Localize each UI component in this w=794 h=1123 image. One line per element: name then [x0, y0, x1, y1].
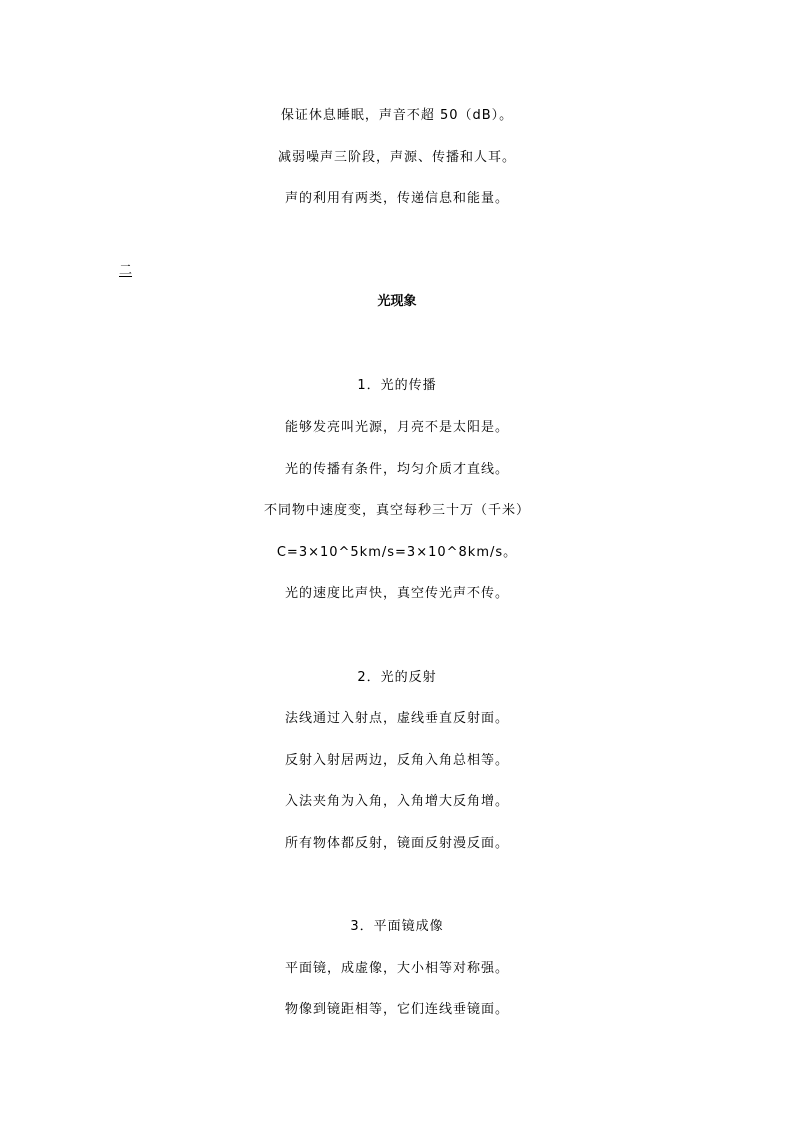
text-line: 法线通过入射点，虚线垂直反射面。 [284, 711, 509, 726]
text-line: 声的利用有两类，传递信息和能量。 [284, 191, 509, 206]
text-line: 减弱噪声三阶段，声源、传播和人耳。 [277, 150, 516, 165]
text-line: 反射入射居两边，反角入角总相等。 [284, 753, 509, 768]
text-line: 光的速度比声快，真空传光声不传。 [284, 586, 509, 601]
subsection-heading: 3．平面镜成像 [350, 919, 444, 934]
section-title: 光现象 [377, 294, 417, 309]
text-line: 光的传播有条件，均匀介质才直线。 [284, 462, 509, 477]
section-marker: 二 [119, 263, 133, 278]
text-line: 物像到镜距相等，它们连线垂镜面。 [284, 1002, 509, 1017]
formula-line: C=3×10^5km/s=3×10^8km/s。 [276, 545, 518, 560]
subsection-heading: 2．光的反射 [357, 670, 437, 685]
text-line: 能够发亮叫光源，月亮不是太阳是。 [284, 420, 509, 435]
text-line: 不同物中速度变，真空每秒三十万（千米） [263, 503, 530, 518]
subsection-heading: 1．光的传播 [357, 378, 437, 393]
text-line: 入法夹角为入角，入角增大反角增。 [284, 794, 509, 809]
text-line: 保证休息睡眠，声音不超 50（dB）。 [280, 108, 514, 123]
text-line: 平面镜，成虚像，大小相等对称强。 [284, 961, 509, 976]
text-line: 所有物体都反射，镜面反射漫反面。 [284, 836, 509, 851]
